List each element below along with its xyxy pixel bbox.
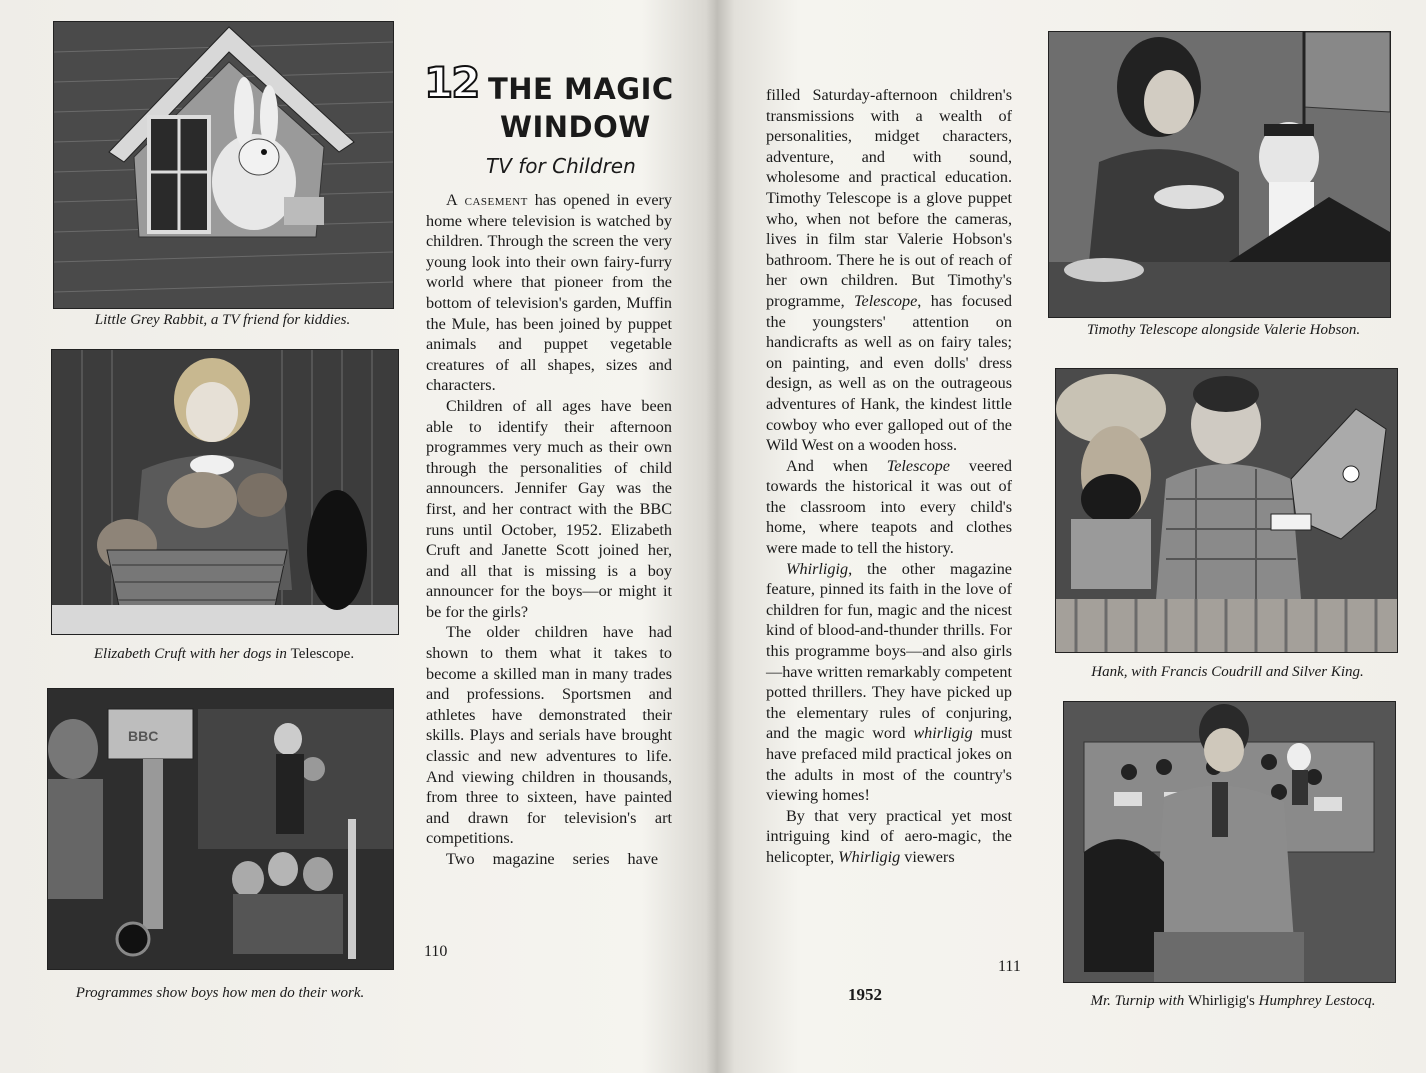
- paragraph: Two magazine series have: [446, 850, 659, 868]
- bbc-camera-label: BBC: [128, 728, 159, 744]
- chapter-title-line1: THE MAGIC: [488, 72, 674, 106]
- paragraph-text: By that very practical yet most intriguing kind of aero-magic, the helicopter,: [766, 806, 1012, 866]
- chapter-title: [488, 70, 674, 146]
- paragraph-text: must have prefaced mild practical jokes on the adults in most of the country's viewing homes!: [766, 724, 1013, 805]
- paragraph-text: , has focused the youngsters' attention on handicrafts as well as on fairy tales; on painting, and even dolls' dress design, as well as on the outrageous adventures of Hank, the kindest little cowboy who ever galloped out of the Wild West on a wooden hoss.: [766, 291, 1012, 455]
- paragraph: [766, 559, 1012, 806]
- caption-hank: Hank, with Francis Coudrill and Silver King.: [1091, 664, 1364, 680]
- italic-word: whirligig: [913, 724, 973, 743]
- chapter-subtitle: TV for Children: [486, 154, 636, 178]
- photo-little-grey-rabbit: [53, 21, 394, 309]
- photo-timothy-telescope: [1048, 31, 1391, 318]
- year-label: 1952: [848, 985, 882, 1004]
- italic-title: Telescope: [886, 456, 950, 475]
- caption-turnip-a: Mr. Turnip with: [1090, 993, 1188, 1009]
- paragraph-text: viewers: [900, 847, 955, 866]
- photo-elizabeth-cruft: [51, 349, 399, 635]
- italic-title: Whirligig: [838, 847, 901, 866]
- caption-cruft-italic: Elizabeth Cruft with her dogs in: [93, 646, 291, 662]
- paragraph-text: filled Saturday-afternoon children's transmissions with a wealth of personalities, midget characters, adventure, and with sound, wholesome and practical education. Timothy Telescope is a glove puppet who, when not before the cameras, lives in film star Valerie Hobson's bathroom. There he is out of reach of her own children. But Timothy's programme,: [766, 86, 1012, 310]
- caption-elizabeth-cruft: [51, 646, 397, 663]
- page-number-left: 110: [424, 943, 448, 960]
- paragraph: Children of all ages have been able to identify their afternoon programmes very much as their own through the personalities of child announcers. Jennifer Gay was the first, and her contract with the BBC runs until October, 1952. Elizabeth Cruft and Janette Scott joined her, and all that is missing is a boy announcer for the boys—or might it be for the girls?: [426, 396, 672, 621]
- chapter-title-line2: WINDOW: [500, 110, 651, 144]
- caption-timothy: Timothy Telescope alongside Valerie Hobson.: [1086, 322, 1361, 338]
- italic-title: Telescope: [854, 291, 918, 310]
- paragraph-text: , the other magazine feature, pinned its faith in the love of children for fun, magic and the nicest kind of blood-and-thunder thrills. For this programme boys—and also girls—have written remarkably competent potted thrillers. They have picked up the elementary rules of conjuring, and the magic word: [766, 559, 1012, 743]
- drop-smallcaps: A casement: [446, 191, 528, 209]
- paragraph-text: has opened in every home where television is watched by children. Through the screen the very young look into their own fairy-furry world where that pioneer from the bottom of television's garden, Muffin the Mule, has been joined by puppet animals and puppet vegetable creatures of all shapes, sizes and characters.: [426, 191, 672, 395]
- photo-mr-turnip: [1063, 701, 1396, 983]
- paragraph: [766, 85, 1012, 456]
- caption-turnip-whirligig: Whirligig's: [1187, 993, 1255, 1009]
- left-text-column: [426, 190, 672, 870]
- paragraph-text: And when: [786, 456, 887, 475]
- caption-work: Programmes show boys how men do their work.: [75, 985, 365, 1001]
- paragraph: [766, 456, 1012, 559]
- paragraph: [426, 190, 672, 396]
- right-text-column: [766, 85, 1012, 868]
- photo-hank: [1055, 368, 1398, 653]
- paragraph-text: veered towards the historical it was out of the classroom into every child's home, where teapots and clothes were made to tell the history.: [766, 456, 1012, 558]
- caption-turnip-c: Humphrey Lestocq.: [1254, 993, 1376, 1009]
- caption-cruft-telescope: Telescope.: [290, 646, 355, 662]
- chapter-number: 12: [424, 58, 479, 107]
- italic-title: Whirligig: [786, 559, 849, 578]
- page-number-right: 111: [998, 958, 1021, 975]
- paragraph: The older children have had shown to them what it takes to become a skilled man in many trades and professions. Sportsmen and athletes have demonstrated their skills. Plays and serials have brought classic and new adventures to life. And viewing children in thousands, from three to sixteen, have painted and drawn for television's art competitions.: [426, 623, 672, 848]
- caption-mr-turnip: [1060, 993, 1406, 1010]
- caption-rabbit: Little Grey Rabbit, a TV friend for kiddies.: [94, 312, 351, 328]
- photo-programmes-work: [47, 688, 394, 970]
- paragraph: [766, 806, 1012, 868]
